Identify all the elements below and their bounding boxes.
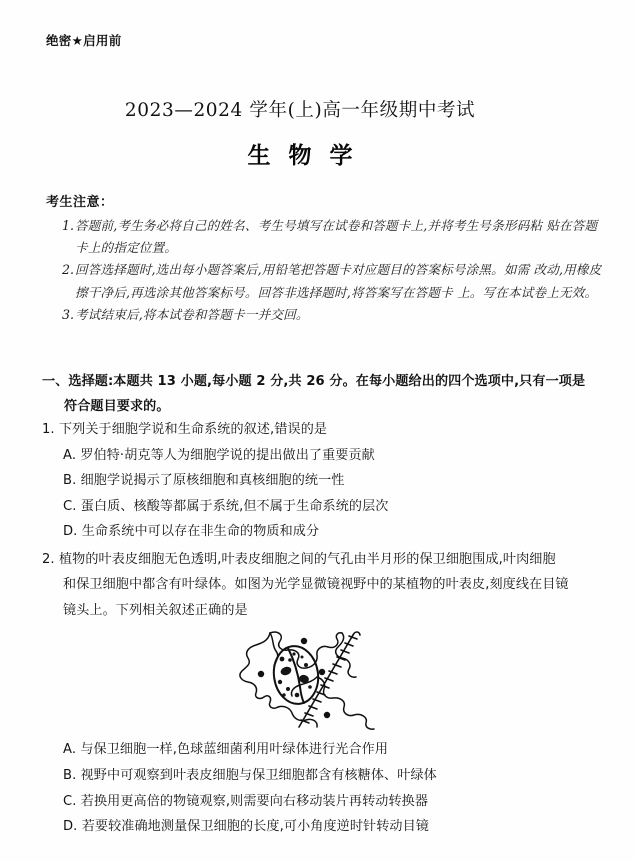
subject-title: 生物学 bbox=[247, 142, 371, 169]
question-options bbox=[42, 443, 604, 545]
question-1 bbox=[42, 417, 604, 545]
notice-item-text bbox=[75, 215, 602, 259]
guard-cell-chloroplasts bbox=[278, 653, 312, 698]
notice-item-number: 3. bbox=[62, 306, 75, 322]
candidate-notice-title: 考生注意： bbox=[46, 195, 114, 210]
cell-wall-left bbox=[240, 633, 278, 708]
notice-item-text bbox=[75, 259, 602, 303]
notice-item-text bbox=[75, 304, 602, 326]
question-stem-line: 1. 下列关于细胞学说和生命系统的叙述,错误的是 bbox=[42, 422, 328, 437]
question-2 bbox=[42, 547, 604, 840]
question-stem-line: 和保卫细胞中都含有叶绿体。如图为光学显微镜视野中的某植物的叶表皮,刻度线在目镜 bbox=[63, 577, 569, 593]
notice-line: 考试结束后,将本试卷和答题卡一并交回。 bbox=[75, 306, 309, 322]
section-heading-multiple-choice bbox=[42, 369, 604, 419]
option-b[interactable]: B. 视野中可观察到叶表皮细胞与保卫细胞都含有核糖体、叶绿体 bbox=[63, 767, 437, 783]
option-a[interactable]: A. 与保卫细胞一样,色球蓝细菌利用叶绿体进行光合作用 bbox=[63, 742, 389, 758]
question-options bbox=[42, 737, 604, 839]
option-d[interactable]: D. 生命系统中可以存在非生命的物质和成分 bbox=[63, 524, 320, 540]
stoma-outline bbox=[270, 644, 322, 708]
cell-wall-bottom bbox=[278, 707, 317, 728]
option-c[interactable]: C. 若换用更高倍的物镜观察,则需要向右移动装片再转动转换器 bbox=[63, 793, 429, 809]
option-d[interactable]: D. 若要较准确地测量保卫细胞的长度,可小角度逆时针转动目镜 bbox=[63, 819, 430, 835]
candidate-notice-list bbox=[46, 215, 602, 326]
notice-item bbox=[46, 215, 602, 259]
question-stem-line: 镜头上。下列相关叙述正确的是 bbox=[63, 602, 248, 618]
notice-item bbox=[46, 259, 602, 303]
cell-wall-right-lower bbox=[317, 677, 374, 729]
option-a[interactable]: A. 罗伯特·胡克等人为细胞学说的提出做出了重要贡献 bbox=[63, 447, 375, 463]
notice-line: 答题前,考生务必将自己的姓名、考生号填写在试卷和答题卡上,并将考生号条形码粘 bbox=[75, 218, 543, 233]
secrecy-notice: 绝密★启用前 bbox=[46, 33, 122, 48]
notice-item-number: 1. bbox=[62, 218, 75, 233]
question-stem bbox=[42, 417, 604, 443]
leaf-epidermis-microscope-diagram bbox=[42, 627, 604, 735]
notice-item-number: 2. bbox=[62, 262, 75, 278]
ruler-top-hook bbox=[353, 632, 360, 635]
question-stem-line: 2. 植物的叶表皮细胞无色透明,叶表皮细胞之间的气孔由半月形的保卫细胞围成,叶肉细胞 bbox=[42, 551, 556, 567]
notice-line: 贴在答题卡上的指定位置。 bbox=[75, 218, 598, 256]
candidate-notice-block bbox=[46, 191, 602, 326]
leaf-epidermis-figure-svg bbox=[218, 627, 398, 735]
option-c[interactable]: C. 蛋白质、核酸等都属于系统,但不属于生命系统的层次 bbox=[63, 498, 389, 514]
cell-wall-right-upper bbox=[336, 633, 356, 677]
notice-item bbox=[46, 304, 602, 326]
question-list bbox=[42, 417, 604, 842]
question-stem bbox=[42, 547, 604, 624]
section-heading-line: 一、选择题:本题共 13 小题,每小题 2 分,共 26 分。在每小题给出的四个选项中,只有一项是 bbox=[42, 374, 586, 389]
notice-line: 改动,用橡皮擦干净后,再选涂其他答案标号。回答非选择题时,将答案写在答题卡 bbox=[75, 262, 602, 300]
notice-line: 回答选择题时,选出每小题答案后,用铅笔把答题卡对应题目的答案标号涂黑。如需 bbox=[75, 262, 530, 278]
exam-title: 2023—2024 学年(上)高一年级期中考试 bbox=[124, 100, 476, 121]
section-heading-line: 符合题目要求的。 bbox=[64, 399, 170, 414]
notice-line: 上。写在本试卷上无效。 bbox=[457, 284, 598, 300]
option-b[interactable]: B. 细胞学说揭示了原核细胞和真核细胞的统一性 bbox=[63, 473, 345, 489]
